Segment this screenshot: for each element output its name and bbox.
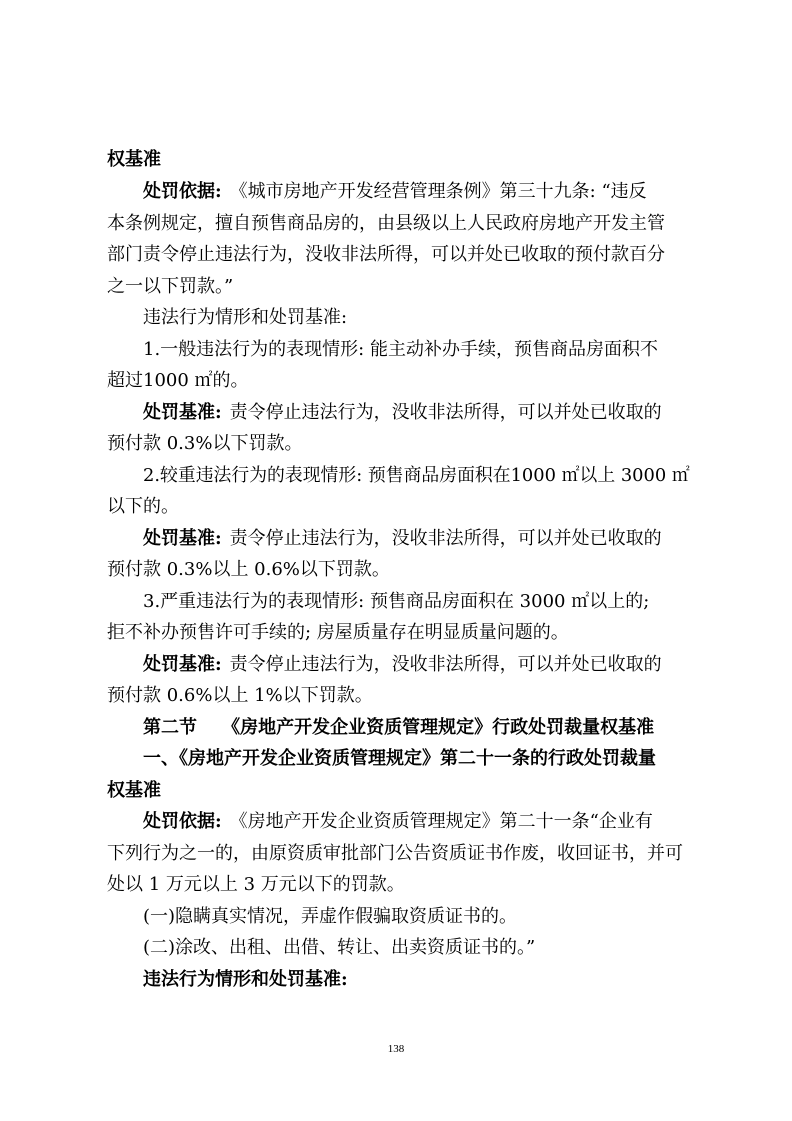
section-title: 第二节 《房地产开发企业资质管理规定》行政处罚裁量权基准 bbox=[143, 717, 655, 738]
text-line: 部门责令停止违法行为，没收非法所得，可以并处已收取的预付款百分 bbox=[107, 244, 665, 265]
case-3-standard bbox=[143, 655, 662, 675]
page-number: 138 bbox=[387, 1043, 405, 1055]
penalty-basis-text: 《房地产开发企业资质管理规定》第二十一条“企业有 bbox=[229, 811, 653, 832]
penalty-basis-paragraph bbox=[143, 812, 653, 832]
standard-label: 处罚基准: bbox=[143, 654, 222, 675]
subsection-title-cont: 权基准 bbox=[107, 780, 161, 801]
case-2-standard bbox=[143, 529, 662, 549]
penalty-basis-label: 处罚依据: bbox=[143, 811, 222, 832]
standard-text: 责令停止违法行为，没收非法所得，可以并处已收取的 bbox=[229, 402, 662, 423]
case-2-line: 2.较重违法行为的表现情形: 预售商品房面积在1000 ㎡以上 3000 ㎡ bbox=[143, 465, 690, 486]
penalty-basis-paragraph bbox=[143, 182, 647, 202]
subsection-title: 一、《房地产开发企业资质管理规定》第二十一条的行政处罚裁量 bbox=[143, 748, 656, 769]
text-line: 预付款 0.3%以上 0.6%以下罚款。 bbox=[107, 559, 390, 580]
standard-label: 处罚基准: bbox=[143, 402, 222, 423]
text-line: 之一以下罚款。” bbox=[107, 276, 234, 297]
situations-title: 违法行为情形和处罚基准: bbox=[143, 307, 348, 328]
text-line: 本条例规定，擅自预售商品房的，由县级以上人民政府房地产开发主管 bbox=[107, 213, 665, 234]
standard-text: 责令停止违法行为，没收非法所得，可以并处已收取的 bbox=[229, 528, 662, 549]
text-line: 预付款 0.6%以上 1%以下罚款。 bbox=[107, 685, 373, 706]
text-line: 预付款 0.3%以下罚款。 bbox=[107, 433, 303, 454]
case-1-standard bbox=[143, 403, 662, 423]
list-item: (二)涂改、出租、出借、转让、出卖资质证书的。” bbox=[143, 937, 536, 958]
text-line: 下列行为之一的，由原资质审批部门公告资质证书作废，收回证书，并可 bbox=[107, 843, 683, 864]
heading-continuation: 权基准 bbox=[107, 149, 161, 170]
case-3-line: 拒不补办预售许可手续的; 房屋质量存在明显质量问题的。 bbox=[107, 622, 569, 643]
case-2-line: 以下的。 bbox=[107, 496, 179, 517]
standard-text: 责令停止违法行为，没收非法所得，可以并处已收取的 bbox=[229, 654, 662, 675]
list-item: (一)隐瞒真实情况，弄虚作假骗取资质证书的。 bbox=[143, 906, 518, 927]
standard-label: 处罚基准: bbox=[143, 528, 222, 549]
penalty-basis-text: 《城市房地产开发经营管理条例》第三十九条: “违反 bbox=[229, 181, 647, 202]
case-3-line: 3.严重违法行为的表现情形: 预售商品房面积在 3000 ㎡以上的; bbox=[143, 591, 650, 612]
case-1-line: 1.一般违法行为的表现情形: 能主动补办手续，预售商品房面积不 bbox=[143, 339, 658, 360]
text-line: 处以 1 万元以上 3 万元以下的罚款。 bbox=[107, 874, 405, 895]
situations-title-bold: 违法行为情形和处罚基准: bbox=[143, 969, 348, 990]
case-1-line: 超过1000 ㎡的。 bbox=[107, 370, 249, 391]
penalty-basis-label: 处罚依据: bbox=[143, 181, 222, 202]
